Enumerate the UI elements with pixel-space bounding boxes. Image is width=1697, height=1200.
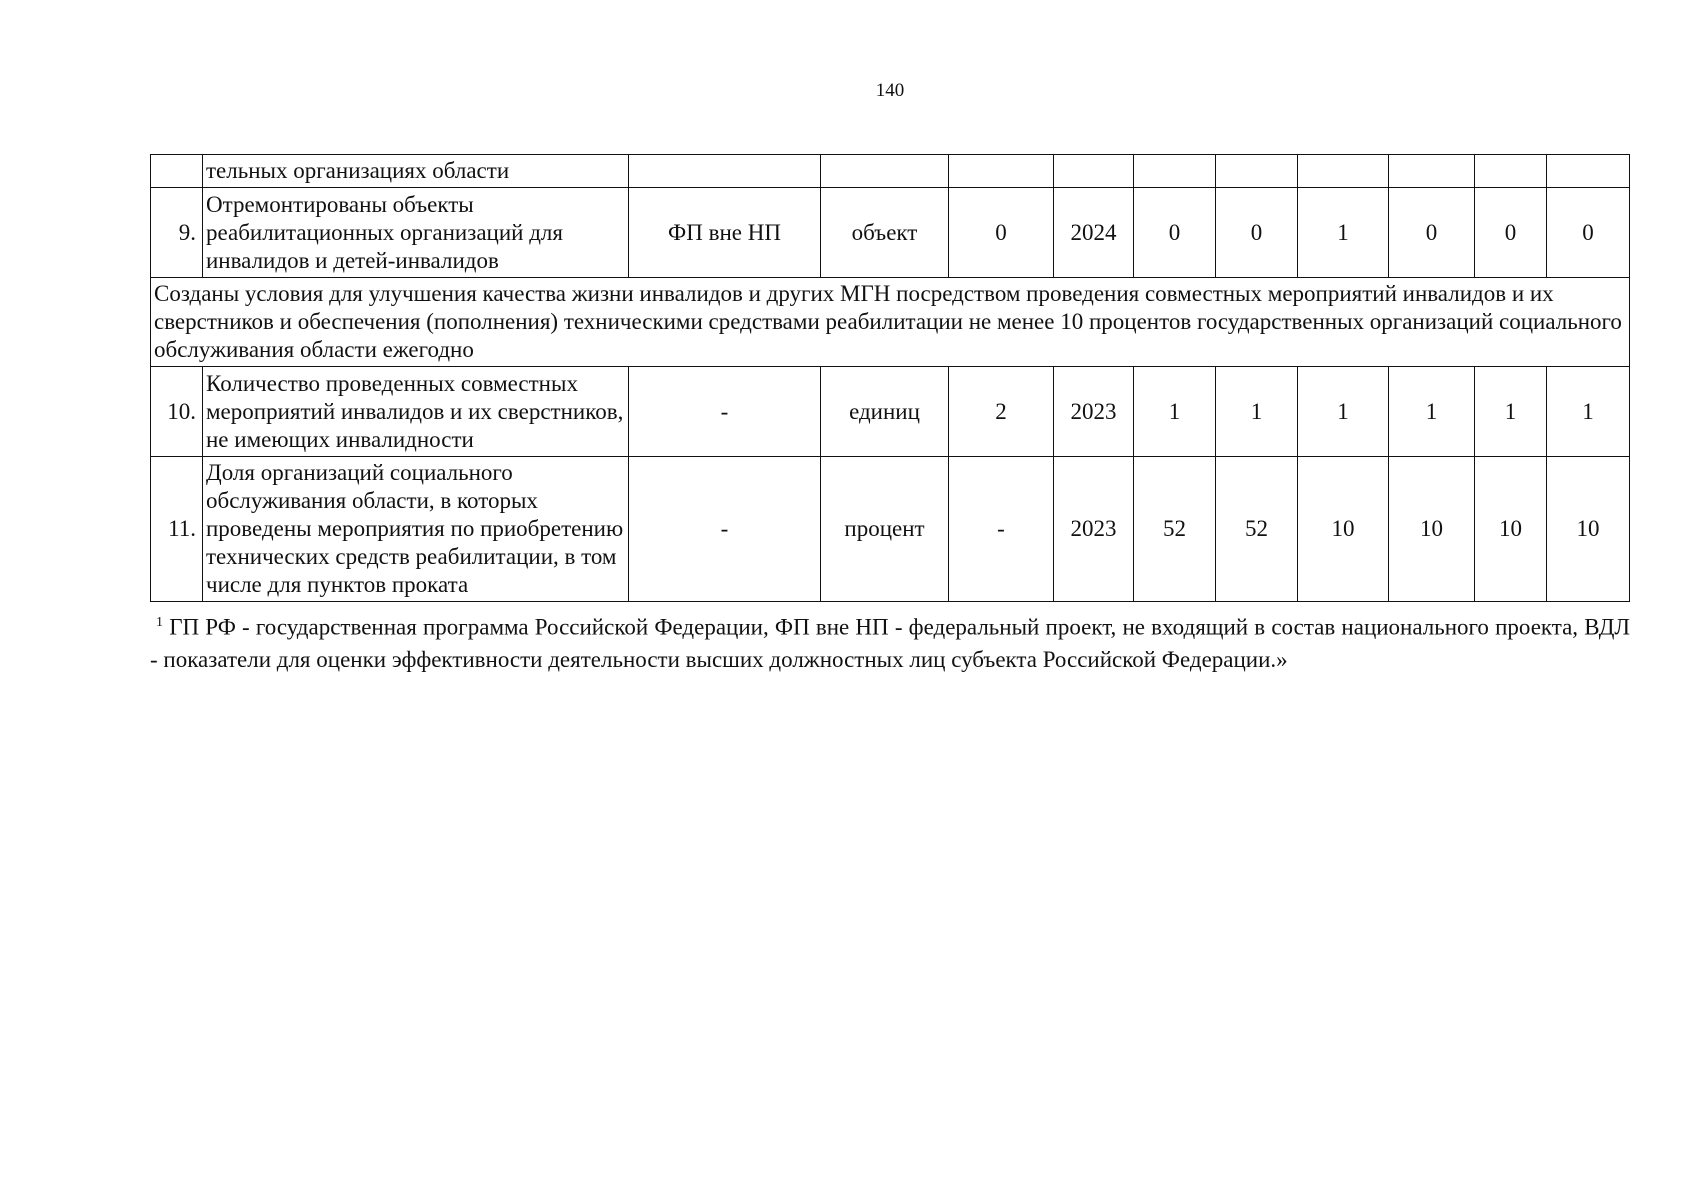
row-number: 11. <box>151 457 203 602</box>
cell-num <box>151 155 203 188</box>
section-row <box>151 278 1630 367</box>
year-value: 1 <box>1216 367 1298 457</box>
year-value: 52 <box>1216 457 1298 602</box>
table-row-11 <box>151 457 1630 602</box>
footnote <box>150 607 1630 676</box>
year-value: 10 <box>1475 457 1547 602</box>
indicator-name: Отремонтированы объекты реабилитационных организаций для инвалидов и детей-инвалидов <box>203 188 629 278</box>
indicator-unit: единиц <box>821 367 949 457</box>
cell-value <box>1389 155 1475 188</box>
section-heading: Созданы условия для улучшения качества жизни инвалидов и других МГН посредством проведения совместных мероприятий инвалидов и их сверстников и обеспечения (пополнения) техническими средствами реабилитации не менее 10 процентов государственных организаций социального обслуживания области ежегодно <box>151 278 1630 367</box>
year-value: 1 <box>1389 367 1475 457</box>
row-number: 10. <box>151 367 203 457</box>
base-value: 0 <box>949 188 1054 278</box>
base-year: 2023 <box>1054 457 1134 602</box>
indicators-table <box>150 154 1630 602</box>
page-number: 140 <box>875 80 905 101</box>
table-row-9 <box>151 188 1630 278</box>
cell-value <box>1298 155 1389 188</box>
year-value: 0 <box>1134 188 1216 278</box>
footnote-marker: 1 <box>156 615 163 630</box>
year-value: 1 <box>1547 367 1630 457</box>
cell-value <box>1134 155 1216 188</box>
base-value: 2 <box>949 367 1054 457</box>
year-value: 10 <box>1547 457 1630 602</box>
year-value: 1 <box>1134 367 1216 457</box>
table-row-10 <box>151 367 1630 457</box>
year-value: 0 <box>1475 188 1547 278</box>
table-row-continued <box>151 155 1630 188</box>
year-value: 0 <box>1547 188 1630 278</box>
base-year: 2023 <box>1054 367 1134 457</box>
cell-value <box>1547 155 1630 188</box>
cell-name: тельных организациях области <box>203 155 629 188</box>
year-value: 10 <box>1298 457 1389 602</box>
cell-base-value <box>949 155 1054 188</box>
indicator-level: - <box>629 457 821 602</box>
cell-value <box>1475 155 1547 188</box>
indicator-unit: процент <box>821 457 949 602</box>
indicator-name: Количество проведенных совместных мероприятий инвалидов и их сверстников, не имеющих инвалидности <box>203 367 629 457</box>
cell-level <box>629 155 821 188</box>
footnote-text: ГП РФ - государственная программа Российской Федерации, ФП вне НП - федеральный проект, не входящий в состав национального проекта, ВДЛ - показатели для оценки эффективности деятельности высших должностных лиц субъекта Российской Федерации.» <box>150 614 1631 672</box>
indicator-name: Доля организаций социального обслуживания области, в которых проведены мероприятия по приобретению технических средств реабилитации, в том числе для пунктов проката <box>203 457 629 602</box>
indicator-level: ФП вне НП <box>629 188 821 278</box>
year-value: 1 <box>1298 188 1389 278</box>
indicator-unit: объект <box>821 188 949 278</box>
cell-value <box>1216 155 1298 188</box>
base-year: 2024 <box>1054 188 1134 278</box>
base-value: - <box>949 457 1054 602</box>
year-value: 1 <box>1475 367 1547 457</box>
cell-unit <box>821 155 949 188</box>
row-number: 9. <box>151 188 203 278</box>
year-value: 0 <box>1389 188 1475 278</box>
year-value: 1 <box>1298 367 1389 457</box>
year-value: 52 <box>1134 457 1216 602</box>
cell-base-year <box>1054 155 1134 188</box>
year-value: 10 <box>1389 457 1475 602</box>
indicator-level: - <box>629 367 821 457</box>
year-value: 0 <box>1216 188 1298 278</box>
